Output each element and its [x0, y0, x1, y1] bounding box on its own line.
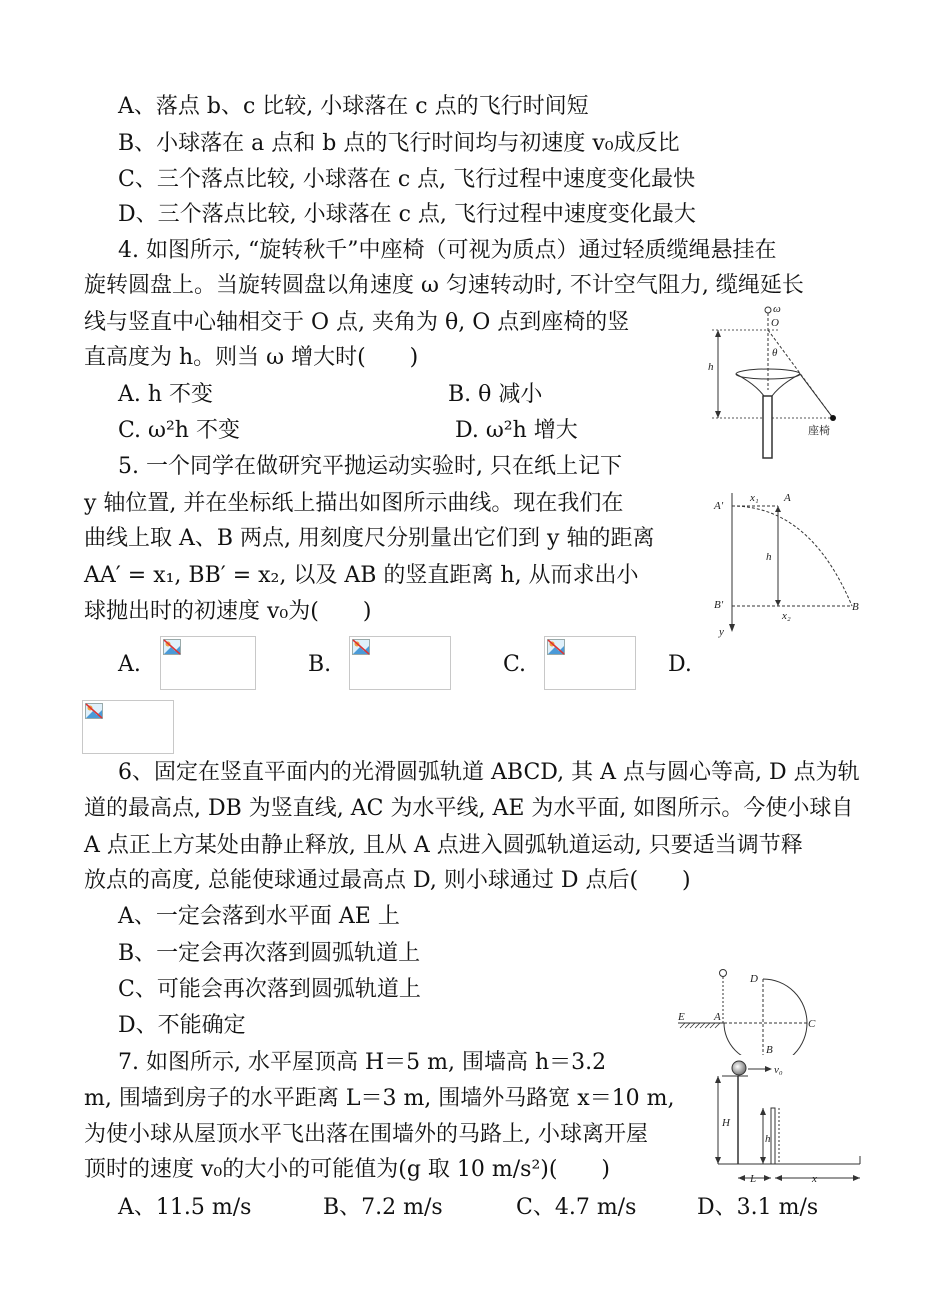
point-b-label: B [852, 601, 859, 613]
q7-option-c: C、4.7 m/s [516, 1195, 637, 1220]
y-axis-label: y [719, 626, 724, 638]
q4-stem-line-2: 旋转圆盘上。当旋转圆盘以角速度 ω 匀速转动时, 不计空气阻力, 缆绳延长 [84, 273, 804, 298]
q5-stem-line-3: 曲线上取 A、B 两点, 用刻度尺分别量出它们到 y 轴的距离 [84, 526, 655, 551]
theta-label: θ [772, 347, 778, 359]
q5-option-d: D. [668, 652, 692, 677]
q7-option-d: D、3.1 m/s [697, 1195, 819, 1220]
distance-l-label: L [750, 1173, 757, 1185]
q5-option-c: C. [503, 652, 527, 677]
q3-option-c: C、三个落点比较, 小球落在 c 点, 飞行过程中速度变化最快 [118, 167, 696, 192]
broken-image-icon [352, 639, 370, 655]
point-a-label: A [714, 1011, 721, 1023]
q7-stem-line-4: 顶时的速度 v₀的大小的可能值为(g 取 10 m/s²)( ) [84, 1157, 611, 1182]
option-b-formula-image [349, 636, 451, 690]
road-width-label: x [812, 1173, 817, 1185]
point-d-label: D [750, 973, 758, 985]
point-e-label: E [678, 1011, 685, 1023]
q4-option-d: D. ω²h 增大 [455, 418, 578, 443]
option-d-formula-image [82, 700, 174, 754]
option-c-formula-image [544, 636, 636, 690]
point-o-label: O [771, 317, 779, 329]
roof-height-label: H [722, 1117, 730, 1129]
q7-stem-line-1: 7. 如图所示, 水平屋顶高 H＝5 m, 围墙高 h＝3.2 [118, 1050, 607, 1075]
a-prime-label: A′ [714, 500, 724, 512]
point-c-label: C [808, 1018, 816, 1030]
q5-option-a: A. [118, 652, 141, 677]
q6-stem-line-3: A 点正上方某处由静止释放, 且从 A 点进入圆弧轨道运动, 只要适当调节释 [84, 833, 803, 858]
q3-option-d: D、三个落点比较, 小球落在 c 点, 飞行过程中速度变化最大 [118, 202, 696, 227]
q6-option-c: C、可能会再次落到圆弧轨道上 [118, 977, 421, 1002]
q5-option-b: B. [308, 652, 332, 677]
circular-track-diagram [672, 965, 832, 1055]
q4-stem-line-1: 4. 如图所示, “旋转秋千”中座椅（可视为质点）通过轻质缆绳悬挂在 [118, 238, 777, 263]
seat-label: 座椅 [808, 425, 830, 437]
q6-stem-line-1: 6、固定在竖直平面内的光滑圆弧轨道 ABCD, 其 A 点与圆心等高, D 点为轨 [118, 760, 860, 785]
q5-stem-line-2: y 轴位置, 并在坐标纸上描出如图所示曲线。现在我们在 [84, 491, 624, 516]
q6-option-b: B、一定会再次落到圆弧轨道上 [118, 941, 421, 966]
broken-image-icon [547, 639, 565, 655]
q4-option-b: B. θ 减小 [448, 382, 543, 407]
x1-label: x₁ [750, 492, 759, 504]
q4-option-a: A. h 不变 [118, 382, 214, 407]
point-b-label: B [766, 1044, 773, 1055]
q6-option-a: A、一定会落到水平面 AE 上 [118, 904, 400, 929]
x2-label: x₂ [782, 610, 791, 622]
height-label: h [708, 361, 714, 373]
wall-height-label: h [765, 1133, 771, 1145]
v0-label: v₀ [774, 1064, 783, 1076]
q6-stem-line-2: 道的最高点, DB 为竖直线, AC 为水平线, AE 为水平面, 如图所示。今使小球自 [84, 796, 854, 821]
omega-label: ω [773, 303, 781, 315]
q6-stem-line-4: 放点的高度, 总能使球通过最高点 D, 则小球通过 D 点后( ) [84, 868, 691, 893]
q4-stem-line-3: 线与竖直中心轴相交于 O 点, 夹角为 θ, O 点到座椅的竖 [84, 310, 630, 335]
q5-stem-line-1: 5. 一个同学在做研究平抛运动实验时, 只在纸上记下 [118, 454, 622, 479]
q7-stem-line-3: 为使小球从屋顶水平飞出落在围墙外的马路上, 小球离开屋 [84, 1122, 648, 1147]
q4-stem-line-4: 直高度为 h。则当 ω 增大时( ) [84, 345, 419, 370]
q7-option-b: B、7.2 m/s [323, 1195, 443, 1220]
rotating-swing-diagram [700, 300, 860, 465]
point-a-label: A [784, 492, 791, 504]
b-prime-label: B′ [714, 599, 724, 611]
q5-stem-line-5: 球抛出时的初速度 v₀为( ) [84, 599, 372, 624]
height-label: h [766, 551, 772, 563]
q4-option-c: C. ω²h 不变 [118, 418, 240, 443]
q5-stem-line-4: AA′ = x₁, BB′ = x₂, 以及 AB 的竖直距离 h, 从而求出小 [84, 563, 639, 588]
q3-option-a: A、落点 b、c 比较, 小球落在 c 点的飞行时间短 [118, 94, 589, 119]
roof-wall-road-diagram [708, 1056, 868, 1192]
q3-option-b: B、小球落在 a 点和 b 点的飞行时间均与初速度 v₀成反比 [118, 131, 680, 156]
broken-image-icon [163, 639, 181, 655]
projectile-curve-diagram [710, 488, 870, 638]
broken-image-icon [85, 703, 103, 719]
q7-stem-line-2: m, 围墙到房子的水平距离 L＝3 m, 围墙外马路宽 x＝10 m, [84, 1086, 675, 1111]
q6-option-d: D、不能确定 [118, 1013, 246, 1038]
option-a-formula-image [160, 636, 256, 690]
q7-option-a: A、11.5 m/s [118, 1195, 252, 1220]
